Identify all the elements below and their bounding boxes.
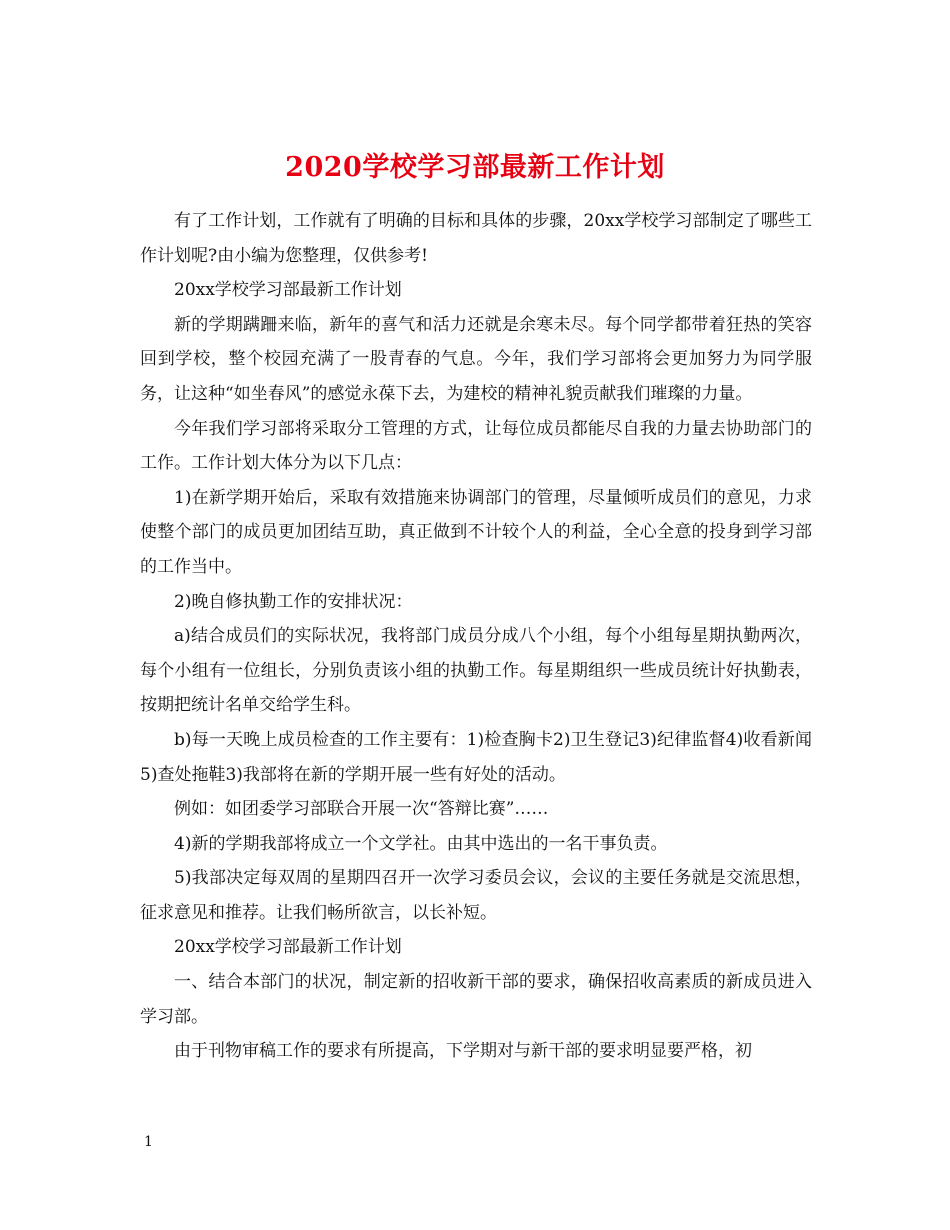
list-item: 5)我部决定每双周的星期四召开一次学习委员会议，会议的主要任务就是交流思想，征求意见和推荐。让我们畅所欲言，以长补短。 — [140, 868, 812, 923]
section-heading: 20xx学校学习部最新工作计划 — [174, 280, 402, 301]
paragraph-intro: 有了工作计划，工作就有了明确的目标和具体的步骤，20xx学校学习部制定了哪些工作计划呢?由小编为您整理，仅供参考! — [140, 211, 812, 266]
paragraph: 例如：如团委学习部联合开展一次“答辩比赛”…… — [174, 799, 549, 820]
list-item: 4)新的学期我部将成立一个文学社。由其中选出的一名干事负责。 — [174, 833, 668, 854]
list-item: a)结合成员们的实际状况，我将部门成员分成八个小组，每个小组每星期执勤两次，每个小组有一位组长，分别负责该小组的执勤工作。每星期组织一些成员统计好执勤表，按期把统计名单交给学生科。 — [140, 626, 812, 716]
document-title: 2020学校学习部最新工作计划 — [285, 152, 665, 184]
paragraph: 新的学期蹒跚来临，新年的喜气和活力还就是余寒未尽。每个同学都带着狂热的笑容回到学校，整个校园充满了一股青春的气息。今年，我们学习部将会更加努力为同学服务，让这种“如坐春风”的感觉永葆下去，为建校的精神礼貌贡献我们璀璨的力量。 — [140, 314, 812, 404]
list-item: 2)晚自修执勤工作的安排状况： — [174, 591, 413, 612]
paragraph: 今年我们学习部将采取分工管理的方式，让每位成员都能尽自我的力量去协助部门的工作。工作计划大体分为以下几点： — [140, 418, 812, 474]
paragraph: 由于刊物审稿工作的要求有所提高，下学期对与新干部的要求明显要严格，初 — [174, 1041, 752, 1062]
list-item: 1)在新学期开始后，采取有效措施来协调部门的管理，尽量倾听成员们的意见，力求使整个部门的成员更加团结互助，真正做到不计较个人的利益，全心全意的投身到学习部的工作当中。 — [140, 487, 812, 577]
document-body — [140, 204, 812, 1069]
list-item: b)每一天晚上成员检查的工作主要有：1)检查胸卡2)卫生登记3)纪律监督4)收看新闻5)查处拖鞋3)我部将在新的学期开展一些有好处的活动。 — [140, 729, 812, 785]
paragraph: 一、结合本部门的状况，制定新的招收新干部的要求，确保招收高素质的新成员进入学习部。 — [140, 972, 812, 1027]
page-number: 1 — [144, 1134, 153, 1150]
section-heading: 20xx学校学习部最新工作计划 — [174, 937, 402, 958]
